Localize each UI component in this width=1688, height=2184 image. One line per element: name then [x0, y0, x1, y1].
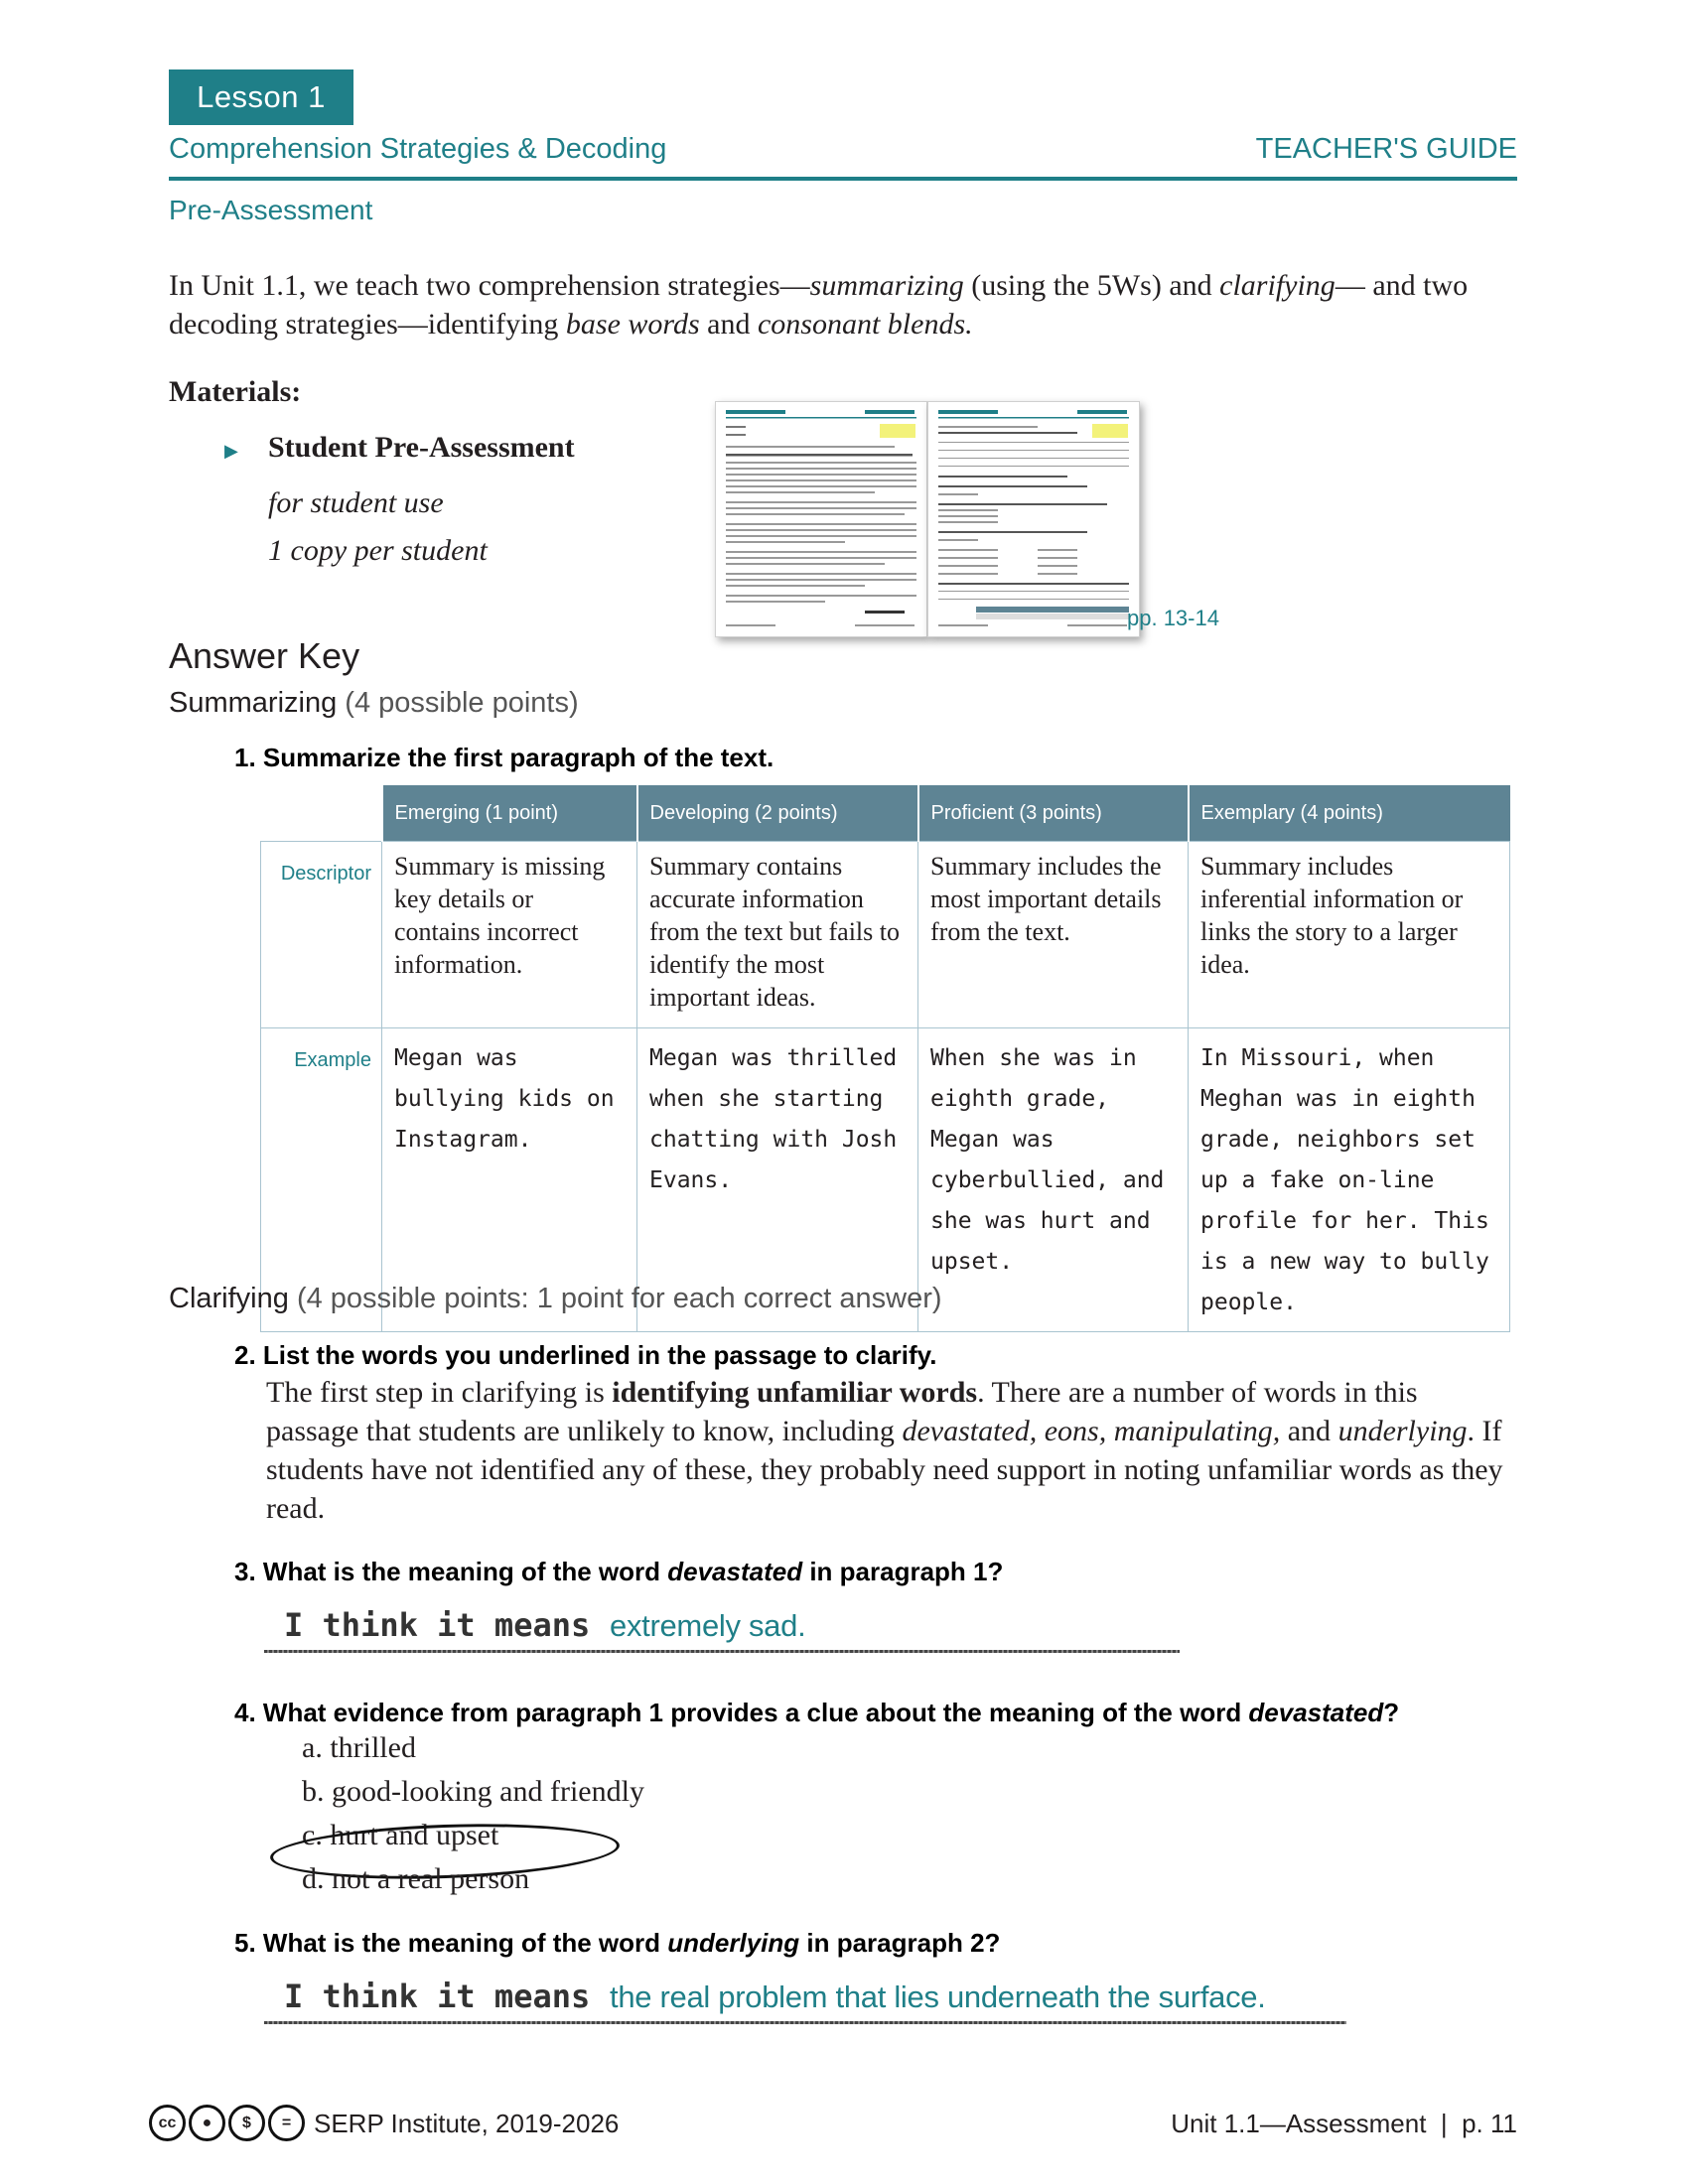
choice-d: d. not a real person: [302, 1862, 530, 1895]
choice-b: b. good-looking and friendly: [302, 1775, 644, 1808]
example-cell: Megan was thrilled when she starting chatting with Josh Evans.: [637, 1028, 918, 1332]
nc-icon: $: [228, 2105, 265, 2141]
license-icons: [149, 2105, 308, 2140]
lesson-tab: Lesson 1: [169, 69, 353, 125]
answer-q3: extremely sad.: [610, 1608, 806, 1643]
descriptor-cell: Summary is missing key details or contains incorrect information.: [382, 842, 637, 1028]
header-rule: [169, 177, 1517, 181]
col-developing: Developing (2 points): [637, 785, 918, 842]
col-proficient: Proficient (3 points): [918, 785, 1189, 842]
rubric-header-row: [261, 785, 1510, 842]
material-item-title: Student Pre-Assessment: [268, 431, 575, 464]
guide-label: TEACHER'S GUIDE: [1255, 133, 1517, 165]
question-5: 5. What is the meaning of the word underlying in paragraph 2?: [234, 1928, 1001, 1958]
footer-page-info: Unit 1.1—Assessment | p. 11: [1171, 2109, 1517, 2138]
descriptor-cell: Summary contains accurate information from the text but fails to identify the most important ideas.: [637, 842, 918, 1028]
example-cell: Megan was bullying kids on Instagram.: [382, 1028, 637, 1332]
question-2-answer: The first step in clarifying is identifying unfamiliar words. There are a number of words in this passage that students are unlikely to know, including devastated, eons, manipulating, and underlying. If students have not identified any of these, they probably need support in noting unfamiliar words as they read.: [266, 1376, 1503, 1525]
summary-rubric-table: [260, 785, 1510, 1332]
subject-title: Comprehension Strategies & Decoding: [169, 133, 667, 165]
thumbnail-page-ref: pp. 13-14: [1127, 606, 1219, 630]
question-1: 1. Summarize the first paragraph of the text.: [234, 743, 774, 772]
example-label: Example: [261, 1028, 382, 1332]
example-cell: In Missouri, when Meghan was in eighth grade, neighbors set up a fake on-line profile for her. This is a new way to bully people.: [1189, 1028, 1510, 1332]
material-item-use: for student use: [268, 486, 444, 519]
worksheet-thumbnail-page-2: [927, 401, 1140, 637]
materials-label: Materials:: [169, 375, 302, 408]
rubric-corner: [261, 785, 382, 842]
answer-line-q5: [264, 2021, 1346, 2024]
question-4: 4. What evidence from paragraph 1 provides a clue about the meaning of the word devastated?: [234, 1698, 1400, 1727]
bullet-arrow-icon: ▶: [224, 441, 238, 461]
intro-paragraph: In Unit 1.1, we teach two comprehension strategies—summarizing (using the 5Ws) and clarifying— and two decoding strategies—identifying base words and consonant blends.: [169, 269, 1469, 341]
col-exemplary: Exemplary (4 points): [1189, 785, 1510, 842]
nd-icon: =: [268, 2105, 305, 2141]
answer-q5: the real problem that lies underneath the surface.: [610, 1979, 1266, 2014]
question-3: 3. What is the meaning of the word devastated in paragraph 1?: [234, 1557, 1004, 1586]
clarifying-heading: Clarifying (4 possible points: 1 point for each correct answer): [169, 1283, 942, 1314]
by-icon: ●: [189, 2105, 225, 2141]
descriptor-cell: Summary includes inferential information or links the story to a larger idea.: [1189, 842, 1510, 1028]
cc-icon: cc: [149, 2105, 186, 2141]
footer-copyright: SERP Institute, 2019-2026: [314, 2109, 620, 2138]
summarizing-heading: Summarizing (4 possible points): [169, 687, 579, 719]
descriptor-label: Descriptor: [261, 842, 382, 1028]
worksheet-thumbnail-page-1: [715, 401, 927, 637]
section-title: Pre-Assessment: [169, 195, 373, 225]
descriptor-cell: Summary includes the most important details from the text.: [918, 842, 1189, 1028]
answer-lead-q5: I think it means: [284, 1978, 591, 2015]
question-2: 2. List the words you underlined in the passage to clarify.: [234, 1340, 937, 1370]
col-emerging: Emerging (1 point): [382, 785, 637, 842]
answer-lead-q3: I think it means: [284, 1606, 591, 1644]
descriptor-row: [261, 842, 1510, 1028]
example-cell: When she was in eighth grade, Megan was cyberbullied, and she was hurt and upset.: [918, 1028, 1189, 1332]
choice-a: a. thrilled: [302, 1731, 416, 1764]
material-item-copies: 1 copy per student: [268, 534, 488, 567]
choice-c: c. hurt and upset: [302, 1819, 499, 1851]
answer-key-heading: Answer Key: [169, 635, 360, 676]
answer-line-q3: [264, 1650, 1180, 1653]
